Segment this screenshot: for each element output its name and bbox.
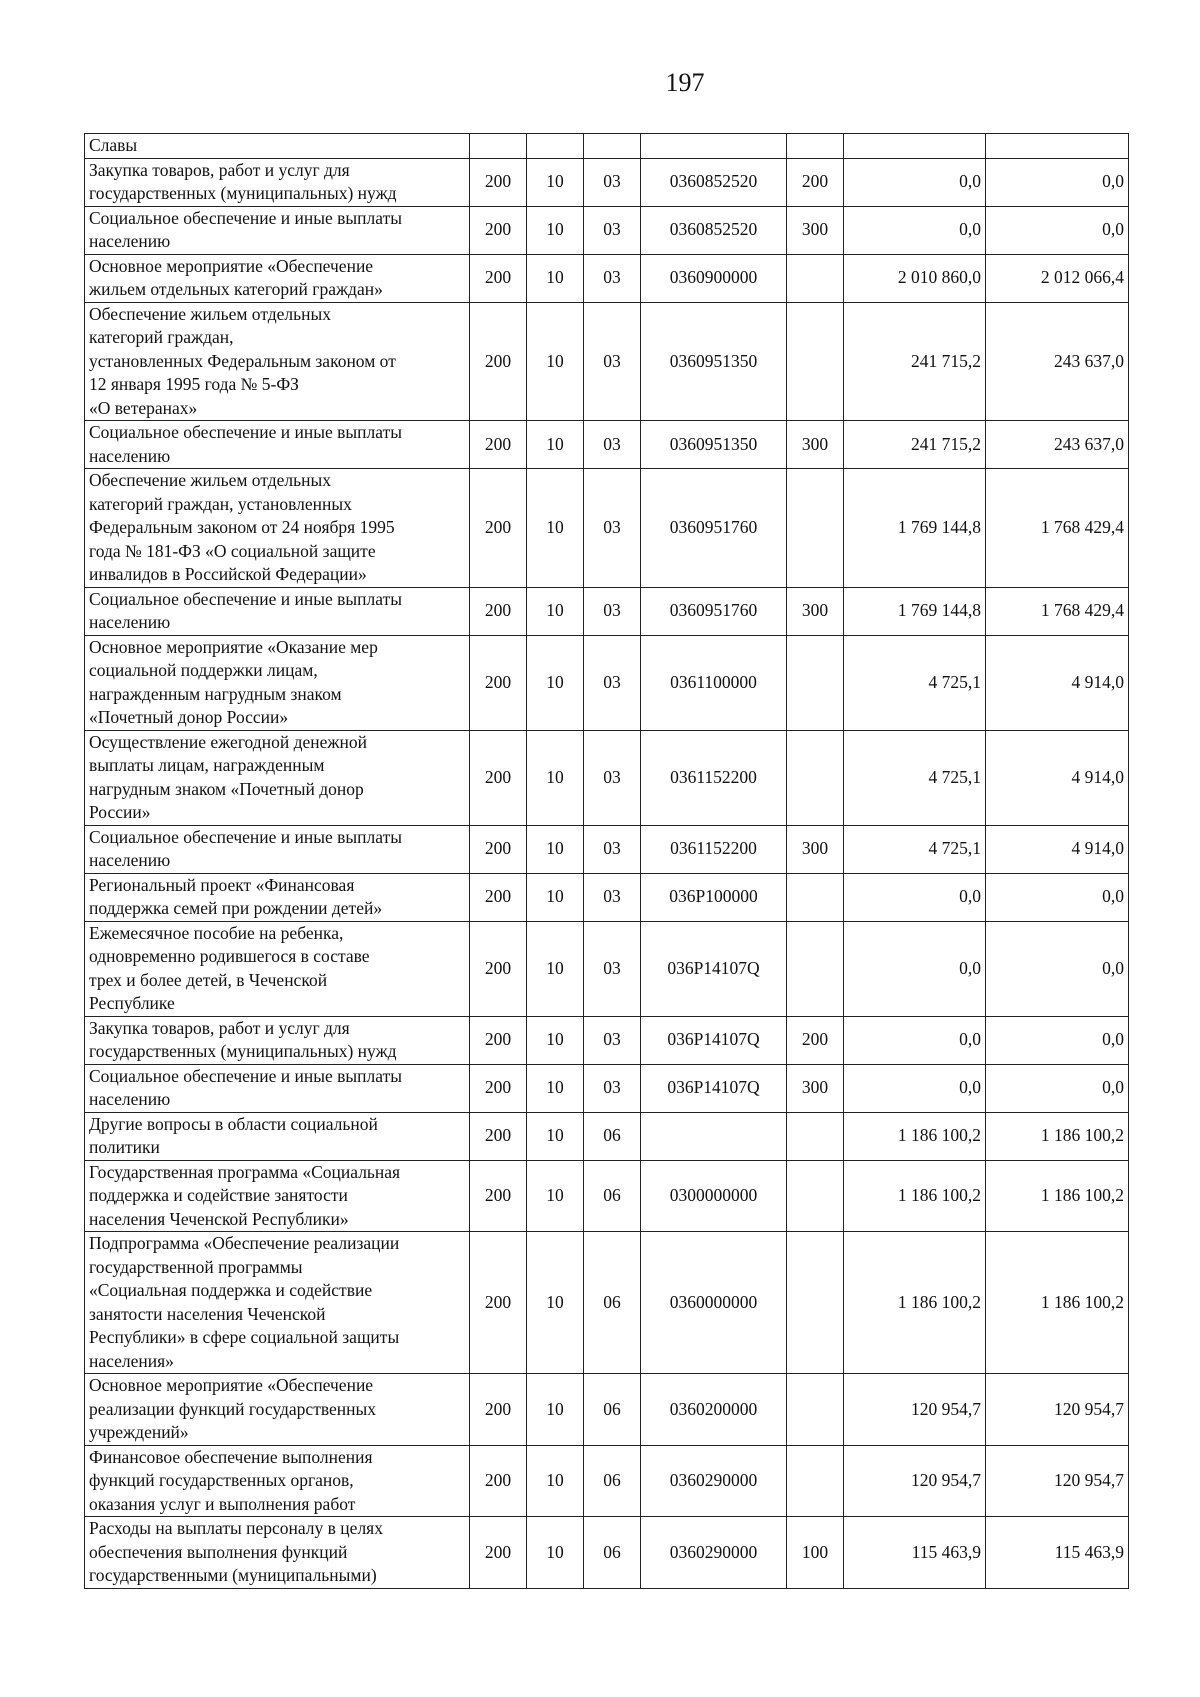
amount-year1-cell: 120 954,7	[844, 1374, 986, 1446]
gr-code-cell: 200	[470, 921, 527, 1016]
table-row	[85, 1374, 1129, 1446]
gr-code-cell: 200	[470, 469, 527, 588]
row-name-cell: Закупка товаров, работ и услуг для государственных (муниципальных) нужд	[85, 158, 470, 206]
vr-code-cell	[787, 1374, 844, 1446]
pr-code-cell: 03	[584, 730, 641, 825]
rz-code-cell: 10	[527, 873, 584, 921]
row-name-cell: Социальное обеспечение и иные выплаты населению	[85, 1064, 470, 1112]
table-row	[85, 206, 1129, 254]
row-name-cell: Основное мероприятие «Обеспечение реализации функций государственных учреждений»	[85, 1374, 470, 1446]
rz-code-cell: 10	[527, 730, 584, 825]
pr-code-cell: 03	[584, 206, 641, 254]
row-name-cell: Осуществление ежегодной денежной выплаты лицам, награжденным нагрудным знаком «Почетный донор России»	[85, 730, 470, 825]
pr-code-cell: 03	[584, 873, 641, 921]
csr-code-cell: 036P100000	[641, 873, 787, 921]
gr-code-cell: 200	[470, 587, 527, 635]
pr-code-cell: 06	[584, 1517, 641, 1589]
row-name-cell: Региональный проект «Финансовая поддержка семей при рождении детей»	[85, 873, 470, 921]
csr-code-cell: 0360951760	[641, 469, 787, 588]
amount-year1-cell: 1 769 144,8	[844, 587, 986, 635]
row-name-cell: Государственная программа «Социальная поддержка и содействие занятости населения Чеченской Республики»	[85, 1160, 470, 1232]
vr-code-cell	[787, 1112, 844, 1160]
amount-year2-cell: 1 186 100,2	[986, 1160, 1129, 1232]
rz-code-cell: 10	[527, 921, 584, 1016]
amount-year1-cell: 241 715,2	[844, 302, 986, 421]
table-row	[85, 134, 1129, 159]
csr-code-cell: 036P14107Q	[641, 1064, 787, 1112]
vr-code-cell: 300	[787, 825, 844, 873]
pr-code-cell: 06	[584, 1160, 641, 1232]
csr-code-cell: 0360951350	[641, 302, 787, 421]
row-name-cell: Финансовое обеспечение выполнения функций государственных органов, оказания услуг и выполнения работ	[85, 1445, 470, 1517]
gr-code-cell: 200	[470, 1160, 527, 1232]
pr-code-cell	[584, 134, 641, 159]
rz-code-cell: 10	[527, 1374, 584, 1446]
table-row	[85, 302, 1129, 421]
gr-code-cell: 200	[470, 254, 527, 302]
amount-year1-cell: 241 715,2	[844, 421, 986, 469]
rz-code-cell: 10	[527, 1112, 584, 1160]
pr-code-cell: 06	[584, 1112, 641, 1160]
csr-code-cell: 0360290000	[641, 1445, 787, 1517]
amount-year1-cell: 2 010 860,0	[844, 254, 986, 302]
vr-code-cell	[787, 1160, 844, 1232]
pr-code-cell: 06	[584, 1232, 641, 1374]
vr-code-cell: 300	[787, 1064, 844, 1112]
rz-code-cell: 10	[527, 825, 584, 873]
gr-code-cell: 200	[470, 1112, 527, 1160]
gr-code-cell: 200	[470, 1232, 527, 1374]
pr-code-cell: 03	[584, 825, 641, 873]
table-row	[85, 873, 1129, 921]
page-number: 197	[665, 68, 705, 97]
row-name-cell: Социальное обеспечение и иные выплаты населению	[85, 421, 470, 469]
pr-code-cell: 03	[584, 1016, 641, 1064]
amount-year2-cell: 243 637,0	[986, 302, 1129, 421]
pr-code-cell: 03	[584, 1064, 641, 1112]
amount-year2-cell: 115 463,9	[986, 1517, 1129, 1589]
rz-code-cell: 10	[527, 1016, 584, 1064]
vr-code-cell	[787, 921, 844, 1016]
table-row	[85, 1064, 1129, 1112]
amount-year1-cell: 1 186 100,2	[844, 1232, 986, 1374]
csr-code-cell: 036P14107Q	[641, 921, 787, 1016]
table-row	[85, 1112, 1129, 1160]
gr-code-cell: 200	[470, 206, 527, 254]
row-name-cell: Основное мероприятие «Обеспечение жильем отдельных категорий граждан»	[85, 254, 470, 302]
amount-year1-cell: 0,0	[844, 1016, 986, 1064]
table-row	[85, 254, 1129, 302]
budget-table	[84, 133, 1129, 1589]
rz-code-cell: 10	[527, 302, 584, 421]
vr-code-cell: 300	[787, 421, 844, 469]
csr-code-cell: 0360200000	[641, 1374, 787, 1446]
csr-code-cell: 0360290000	[641, 1517, 787, 1589]
amount-year1-cell: 1 186 100,2	[844, 1112, 986, 1160]
amount-year2-cell: 0,0	[986, 921, 1129, 1016]
gr-code-cell: 200	[470, 873, 527, 921]
amount-year1-cell: 0,0	[844, 921, 986, 1016]
row-name-cell: Ежемесячное пособие на ребенка, одновременно родившегося в составе трех и более детей, в Чеченской Республике	[85, 921, 470, 1016]
table-row	[85, 635, 1129, 730]
table-row	[85, 158, 1129, 206]
amount-year1-cell: 0,0	[844, 206, 986, 254]
table-row	[85, 469, 1129, 588]
gr-code-cell: 200	[470, 421, 527, 469]
rz-code-cell: 10	[527, 206, 584, 254]
amount-year2-cell: 0,0	[986, 1016, 1129, 1064]
gr-code-cell: 200	[470, 302, 527, 421]
pr-code-cell: 03	[584, 421, 641, 469]
amount-year1-cell: 4 725,1	[844, 825, 986, 873]
pr-code-cell: 06	[584, 1445, 641, 1517]
rz-code-cell: 10	[527, 1160, 584, 1232]
table-row	[85, 421, 1129, 469]
gr-code-cell: 200	[470, 825, 527, 873]
amount-year2-cell: 2 012 066,4	[986, 254, 1129, 302]
gr-code-cell: 200	[470, 1374, 527, 1446]
amount-year2-cell: 120 954,7	[986, 1374, 1129, 1446]
csr-code-cell: 036P14107Q	[641, 1016, 787, 1064]
pr-code-cell: 03	[584, 921, 641, 1016]
gr-code-cell: 200	[470, 1064, 527, 1112]
rz-code-cell: 10	[527, 1064, 584, 1112]
gr-code-cell: 200	[470, 1445, 527, 1517]
amount-year1-cell: 0,0	[844, 158, 986, 206]
amount-year2-cell: 243 637,0	[986, 421, 1129, 469]
amount-year1-cell: 120 954,7	[844, 1445, 986, 1517]
table-row	[85, 1445, 1129, 1517]
gr-code-cell: 200	[470, 1517, 527, 1589]
vr-code-cell	[787, 1232, 844, 1374]
rz-code-cell: 10	[527, 469, 584, 588]
row-name-cell: Другие вопросы в области социальной политики	[85, 1112, 470, 1160]
pr-code-cell: 03	[584, 254, 641, 302]
gr-code-cell: 200	[470, 730, 527, 825]
vr-code-cell	[787, 635, 844, 730]
rz-code-cell: 10	[527, 1445, 584, 1517]
pr-code-cell: 03	[584, 469, 641, 588]
row-name-cell: Расходы на выплаты персоналу в целях обеспечения выполнения функций государственными (муниципальными)	[85, 1517, 470, 1589]
amount-year1-cell	[844, 134, 986, 159]
pr-code-cell: 03	[584, 635, 641, 730]
amount-year1-cell: 4 725,1	[844, 730, 986, 825]
amount-year2-cell: 0,0	[986, 158, 1129, 206]
csr-code-cell: 0360900000	[641, 254, 787, 302]
vr-code-cell	[787, 873, 844, 921]
amount-year2-cell: 4 914,0	[986, 825, 1129, 873]
row-name-cell: Закупка товаров, работ и услуг для государственных (муниципальных) нужд	[85, 1016, 470, 1064]
amount-year2-cell: 4 914,0	[986, 730, 1129, 825]
amount-year2-cell: 1 186 100,2	[986, 1112, 1129, 1160]
amount-year2-cell	[986, 134, 1129, 159]
gr-code-cell: 200	[470, 158, 527, 206]
table-row	[85, 730, 1129, 825]
rz-code-cell: 10	[527, 1517, 584, 1589]
vr-code-cell	[787, 302, 844, 421]
amount-year1-cell: 4 725,1	[844, 635, 986, 730]
csr-code-cell: 0361152200	[641, 730, 787, 825]
row-name-cell: Обеспечение жильем отдельных категорий граждан, установленных Федеральным законом от 12 января 1995 года № 5-ФЗ «О ветеранах»	[85, 302, 470, 421]
amount-year1-cell: 0,0	[844, 873, 986, 921]
csr-code-cell	[641, 134, 787, 159]
vr-code-cell: 300	[787, 206, 844, 254]
table-row	[85, 825, 1129, 873]
row-name-cell: Подпрограмма «Обеспечение реализации государственной программы «Социальная поддержка и содействие занятости населения Чеченской Республики» в сфере социальной защиты населения»	[85, 1232, 470, 1374]
pr-code-cell: 06	[584, 1374, 641, 1446]
vr-code-cell	[787, 469, 844, 588]
vr-code-cell	[787, 1445, 844, 1517]
row-name-cell: Обеспечение жильем отдельных категорий граждан, установленных Федеральным законом от 24 ноября 1995 года № 181-ФЗ «О социальной защите инвалидов в Российской Федерации»	[85, 469, 470, 588]
amount-year2-cell: 0,0	[986, 873, 1129, 921]
vr-code-cell	[787, 134, 844, 159]
rz-code-cell: 10	[527, 587, 584, 635]
table-row	[85, 1160, 1129, 1232]
amount-year2-cell: 1 186 100,2	[986, 1232, 1129, 1374]
table-row	[85, 587, 1129, 635]
pr-code-cell: 03	[584, 158, 641, 206]
row-name-cell: Основное мероприятие «Оказание мер социальной поддержки лицам, награжденным нагрудным знаком «Почетный донор России»	[85, 635, 470, 730]
row-name-cell: Социальное обеспечение и иные выплаты населению	[85, 206, 470, 254]
csr-code-cell: 0361100000	[641, 635, 787, 730]
csr-code-cell	[641, 1112, 787, 1160]
amount-year2-cell: 0,0	[986, 206, 1129, 254]
csr-code-cell: 0300000000	[641, 1160, 787, 1232]
amount-year1-cell: 1 186 100,2	[844, 1160, 986, 1232]
gr-code-cell: 200	[470, 1016, 527, 1064]
table-body	[85, 134, 1129, 1589]
amount-year2-cell: 1 768 429,4	[986, 469, 1129, 588]
csr-code-cell: 0361152200	[641, 825, 787, 873]
vr-code-cell: 200	[787, 158, 844, 206]
amount-year2-cell: 0,0	[986, 1064, 1129, 1112]
amount-year1-cell: 115 463,9	[844, 1517, 986, 1589]
vr-code-cell: 100	[787, 1517, 844, 1589]
amount-year1-cell: 0,0	[844, 1064, 986, 1112]
table-row	[85, 1232, 1129, 1374]
vr-code-cell	[787, 730, 844, 825]
row-name-cell: Славы	[85, 134, 470, 159]
row-name-cell: Социальное обеспечение и иные выплаты населению	[85, 587, 470, 635]
vr-code-cell: 200	[787, 1016, 844, 1064]
amount-year2-cell: 1 768 429,4	[986, 587, 1129, 635]
amount-year1-cell: 1 769 144,8	[844, 469, 986, 588]
table-row	[85, 1016, 1129, 1064]
table-row	[85, 1517, 1129, 1589]
vr-code-cell	[787, 254, 844, 302]
csr-code-cell: 0360852520	[641, 158, 787, 206]
row-name-cell: Социальное обеспечение и иные выплаты населению	[85, 825, 470, 873]
amount-year2-cell: 4 914,0	[986, 635, 1129, 730]
rz-code-cell: 10	[527, 421, 584, 469]
vr-code-cell: 300	[787, 587, 844, 635]
amount-year2-cell: 120 954,7	[986, 1445, 1129, 1517]
table-row	[85, 921, 1129, 1016]
gr-code-cell	[470, 134, 527, 159]
rz-code-cell: 10	[527, 158, 584, 206]
csr-code-cell: 0360000000	[641, 1232, 787, 1374]
rz-code-cell: 10	[527, 254, 584, 302]
rz-code-cell: 10	[527, 1232, 584, 1374]
gr-code-cell: 200	[470, 635, 527, 730]
csr-code-cell: 0360951760	[641, 587, 787, 635]
pr-code-cell: 03	[584, 587, 641, 635]
csr-code-cell: 0360951350	[641, 421, 787, 469]
csr-code-cell: 0360852520	[641, 206, 787, 254]
pr-code-cell: 03	[584, 302, 641, 421]
rz-code-cell	[527, 134, 584, 159]
rz-code-cell: 10	[527, 635, 584, 730]
